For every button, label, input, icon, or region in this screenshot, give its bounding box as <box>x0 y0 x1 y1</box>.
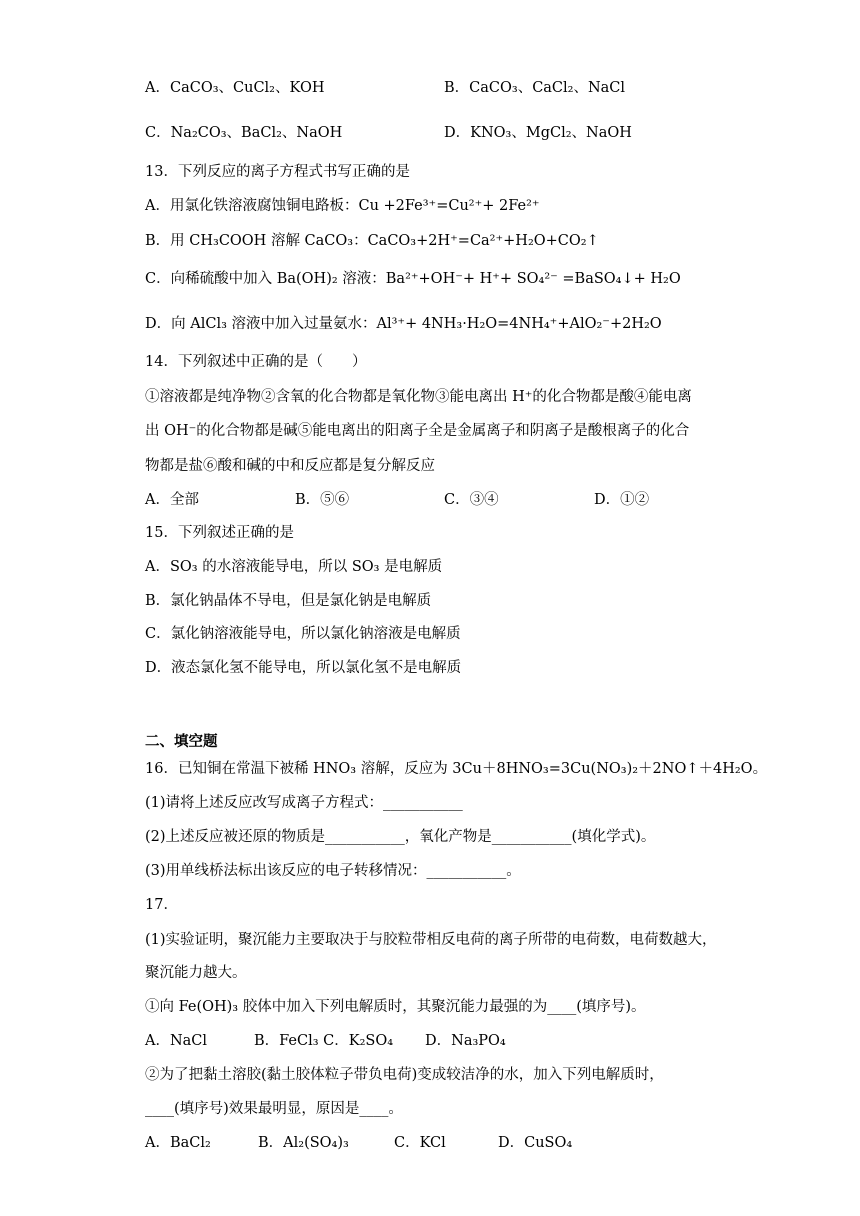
q17-part-1-line-2: 聚沉能力越大。 <box>145 965 247 981</box>
q17-sub-2-line-2: ____(填序号)效果最明显，原因是____。 <box>145 1101 403 1117</box>
q13-stem: 13．下列反应的离子方程式书写正确的是 <box>145 164 410 180</box>
q13-option-b: B．用 CH₃COOH 溶解 CaCO₃：CaCO₃+2H⁺=Ca²⁺+H₂O+CO₂↑ <box>145 233 599 249</box>
q12-option-a-value: CaCO₃、CuCl₂、KOH <box>169 80 325 96</box>
q12-option-b-value: CaCO₃、CaCl₂、NaCl <box>469 80 626 96</box>
q14-body-line-1: ①溶液都是纯净物②含氧的化合物都是氧化物③能电离出 H⁺的化合物都是酸④能电离 <box>145 389 692 405</box>
q15-option-b: B．氯化钠晶体不导电，但是氯化钠是电解质 <box>145 593 432 609</box>
q15-stem: 15．下列叙述正确的是 <box>145 525 294 541</box>
q12-option-a <box>145 78 324 98</box>
q16-part-2: (2)上述反应被还原的物质是___________，氧化产物是___________(填化学式)。 <box>145 829 656 845</box>
q12-option-d-value: KNO₃、MgCl₂、NaOH <box>470 125 632 141</box>
q14-body-line-3: 物都是盐⑥酸和碱的中和反应都是复分解反应 <box>145 458 435 474</box>
q14-option-c: C．③④ <box>444 492 499 508</box>
q12-option-d-text: D． <box>444 125 471 141</box>
q17-sub-1-option-d: D．Na₃PO₄ <box>425 1033 506 1049</box>
q15-option-d: D．液态氯化氢不能导电，所以氯化氢不是电解质 <box>145 660 462 676</box>
q17-sub-2-option-c: C．KCl <box>394 1135 446 1151</box>
q13-option-d: D．向 AlCl₃ 溶液中加入过量氨水：Al³⁺+ 4NH₃·H₂O=4NH₄⁺+AlO₂⁻+2H₂O <box>145 316 662 332</box>
q12-option-d <box>444 123 632 143</box>
q12-option-b <box>444 78 625 98</box>
q13-option-c: C．向稀硫酸中加入 Ba(OH)₂ 溶液：Ba²⁺+OH⁻+ H⁺+ SO₄²⁻ =BaSO₄↓+ H₂O <box>145 271 681 287</box>
q14-option-a: A．全部 <box>145 492 199 508</box>
q17-part-1-line-1: (1)实验证明，聚沉能力主要取决于与胶粒带相反电荷的离子所带的电荷数，电荷数越大， <box>145 932 717 948</box>
q17-sub-2-option-d: D．CuSO₄ <box>498 1135 573 1151</box>
q17-sub-2-line-1: ②为了把黏土溶胶(黏土胶体粒子带负电荷)变成较洁净的水，加入下列电解质时， <box>145 1067 664 1083</box>
q14-body-line-2: 出 OH⁻的化合物都是碱⑤能电离出的阳离子全是金属离子和阴离子是酸根离子的化合 <box>145 423 690 439</box>
q16-part-3: (3)用单线桥法标出该反应的电子转移情况：___________。 <box>145 863 521 879</box>
q13-option-a: A．用氯化铁溶液腐蚀铜电路板：Cu +2Fe³⁺=Cu²⁺+ 2Fe²⁺ <box>145 198 540 214</box>
q12-option-c-value: Na₂CO₃、BaCl₂、NaOH <box>170 125 343 141</box>
q16-part-1: (1)请将上述反应改写成离子方程式：___________ <box>145 795 463 811</box>
q14-option-b: B．⑤⑥ <box>295 492 350 508</box>
q17-sub-1: ①向 Fe(OH)₃ 胶体中加入下列电解质时，其聚沉能力最强的为____(填序号)。 <box>145 999 646 1015</box>
q17-number: 17． <box>145 897 178 913</box>
section-title: 二、填空题 <box>145 733 218 750</box>
q17-sub-1-option-bc: B．FeCl₃ C．K₂SO₄ <box>254 1033 394 1049</box>
q12-option-c <box>145 123 342 143</box>
q15-option-a: A．SO₃ 的水溶液能导电，所以 SO₃ 是电解质 <box>145 559 443 575</box>
q14-option-d: D．①② <box>594 492 650 508</box>
q14-stem: 14．下列叙述中正确的是（ ） <box>145 354 367 370</box>
q16-stem: 16．已知铜在常温下被稀 HNO₃ 溶解，反应为 3Cu＋8HNO₃=3Cu(NO₃)₂＋2NO↑＋4H₂O。 <box>145 761 768 777</box>
q15-option-c: C．氯化钠溶液能导电，所以氯化钠溶液是电解质 <box>145 626 461 642</box>
q17-sub-2-option-a: A．BaCl₂ <box>145 1135 211 1151</box>
q17-sub-2-option-b: B．Al₂(SO₄)₃ <box>258 1135 349 1151</box>
q12-option-c-text: C． <box>145 125 171 141</box>
q12-option-a-text: A． <box>145 80 170 96</box>
q17-sub-1-option-a: A．NaCl <box>145 1033 208 1049</box>
q12-option-b-text: B． <box>444 80 470 96</box>
